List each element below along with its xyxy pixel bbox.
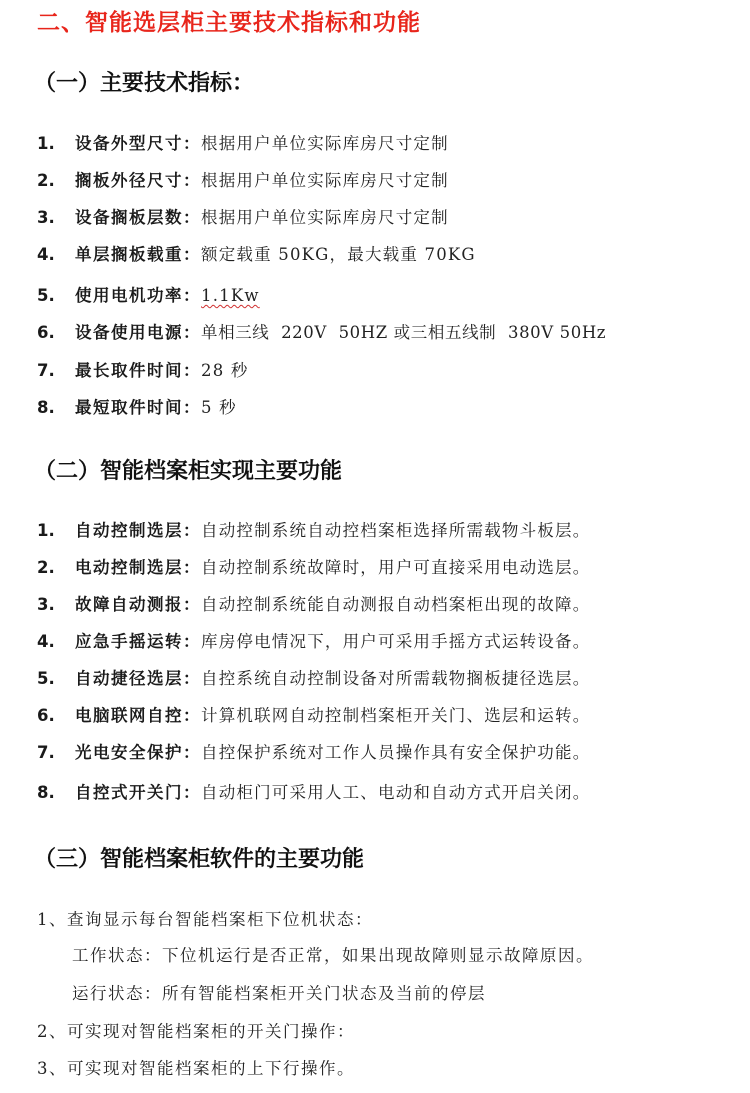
spec-item bbox=[37, 166, 449, 196]
item-value: 5 秒 bbox=[201, 398, 237, 417]
item-value: 28 秒 bbox=[201, 361, 249, 380]
item-value: 根据用户单位实际库房尺寸定制 bbox=[201, 134, 449, 153]
software-line: 3、可实现对智能档案柜的上下行操作。 bbox=[37, 1059, 355, 1078]
item-label: 应急手摇运转： bbox=[75, 632, 201, 651]
spec-item bbox=[37, 318, 606, 348]
item-label: 故障自动测报： bbox=[75, 595, 201, 614]
item-value: 自控保护系统对工作人员操作具有安全保护功能。 bbox=[201, 743, 591, 762]
section-heading-software: （三）智能档案柜软件的主要功能 bbox=[34, 847, 365, 872]
item-number: 6. bbox=[37, 323, 55, 342]
item-number: 4. bbox=[37, 245, 55, 264]
item-value: 额定载重 50KG，最大载重 70KG bbox=[201, 245, 476, 264]
item-label: 搁板外径尺寸： bbox=[75, 171, 201, 190]
software-line: 2、可实现对智能档案柜的开关门操作： bbox=[37, 1022, 355, 1041]
item-value: 根据用户单位实际库房尺寸定制 bbox=[201, 208, 449, 227]
item-number: 8. bbox=[37, 398, 55, 417]
item-number: 2. bbox=[37, 171, 55, 190]
item-number: 6. bbox=[37, 706, 55, 725]
item-number: 1. bbox=[37, 521, 55, 540]
item-number: 2. bbox=[37, 558, 55, 577]
item-number: 7. bbox=[37, 361, 55, 380]
function-item bbox=[37, 778, 590, 808]
item-label: 设备搁板层数： bbox=[75, 208, 201, 227]
spec-item bbox=[37, 203, 449, 233]
item-label: 使用电机功率： bbox=[75, 286, 201, 305]
page-title: 二、智能选层柜主要技术指标和功能 bbox=[37, 10, 421, 36]
software-subline: 工作状态：下位机运行是否正常，如果出现故障则显示故障原因。 bbox=[72, 946, 594, 965]
item-number: 4. bbox=[37, 632, 55, 651]
item-value: 单相三线 220V 50HZ 或三相五线制 380V 50Hz bbox=[201, 323, 607, 342]
item-value: 自动控制系统自动控档案柜选择所需载物斗板层。 bbox=[201, 521, 591, 540]
item-label: 电脑联网自控： bbox=[75, 706, 201, 725]
spec-item bbox=[37, 129, 449, 159]
item-number: 5. bbox=[37, 286, 55, 305]
function-item bbox=[37, 553, 590, 583]
item-value: 自动控制系统能自动测报自动档案柜出现的故障。 bbox=[201, 595, 591, 614]
spec-item bbox=[37, 281, 260, 311]
function-item bbox=[37, 738, 590, 768]
item-label: 光电安全保护： bbox=[75, 743, 201, 762]
item-number: 3. bbox=[37, 595, 55, 614]
item-number: 7. bbox=[37, 743, 55, 762]
item-label: 设备使用电源： bbox=[75, 323, 201, 342]
item-label: 电动控制选层： bbox=[75, 558, 201, 577]
function-item bbox=[37, 701, 590, 731]
item-label: 单层搁板载重： bbox=[75, 245, 201, 264]
spec-item bbox=[37, 393, 237, 423]
item-label: 自动捷径选层： bbox=[75, 669, 201, 688]
item-value: 库房停电情况下，用户可采用手摇方式运转设备。 bbox=[201, 632, 591, 651]
software-subline: 运行状态：所有智能档案柜开关门状态及当前的停层 bbox=[72, 984, 486, 1003]
item-label: 自动控制选层： bbox=[75, 521, 201, 540]
item-number: 3. bbox=[37, 208, 55, 227]
function-item bbox=[37, 516, 590, 546]
item-value: 根据用户单位实际库房尺寸定制 bbox=[201, 171, 449, 190]
section-heading-functions: （二）智能档案柜实现主要功能 bbox=[34, 459, 343, 484]
spec-item bbox=[37, 240, 476, 270]
item-value-spellcheck: 1.1Kw bbox=[201, 286, 260, 305]
item-value: 自动柜门可采用人工、电动和自动方式开启关闭。 bbox=[201, 783, 591, 802]
item-label: 最长取件时间： bbox=[75, 361, 201, 380]
function-item bbox=[37, 664, 590, 694]
spec-item bbox=[37, 356, 249, 386]
item-number: 5. bbox=[37, 669, 55, 688]
item-number: 1. bbox=[37, 134, 55, 153]
software-line: 1、查询显示每台智能档案柜下位机状态： bbox=[37, 910, 373, 929]
item-number: 8. bbox=[37, 783, 55, 802]
item-label: 设备外型尺寸： bbox=[75, 134, 201, 153]
item-value: 自控系统自动控制设备对所需载物搁板捷径选层。 bbox=[201, 669, 591, 688]
item-label: 最短取件时间： bbox=[75, 398, 201, 417]
item-value: 自动控制系统故障时，用户可直接采用电动选层。 bbox=[201, 558, 591, 577]
item-label: 自控式开关门： bbox=[75, 783, 201, 802]
section-heading-specs: （一）主要技术指标： bbox=[34, 71, 255, 96]
function-item bbox=[37, 590, 590, 620]
function-item bbox=[37, 627, 590, 657]
item-value: 计算机联网自动控制档案柜开关门、选层和运转。 bbox=[201, 706, 591, 725]
